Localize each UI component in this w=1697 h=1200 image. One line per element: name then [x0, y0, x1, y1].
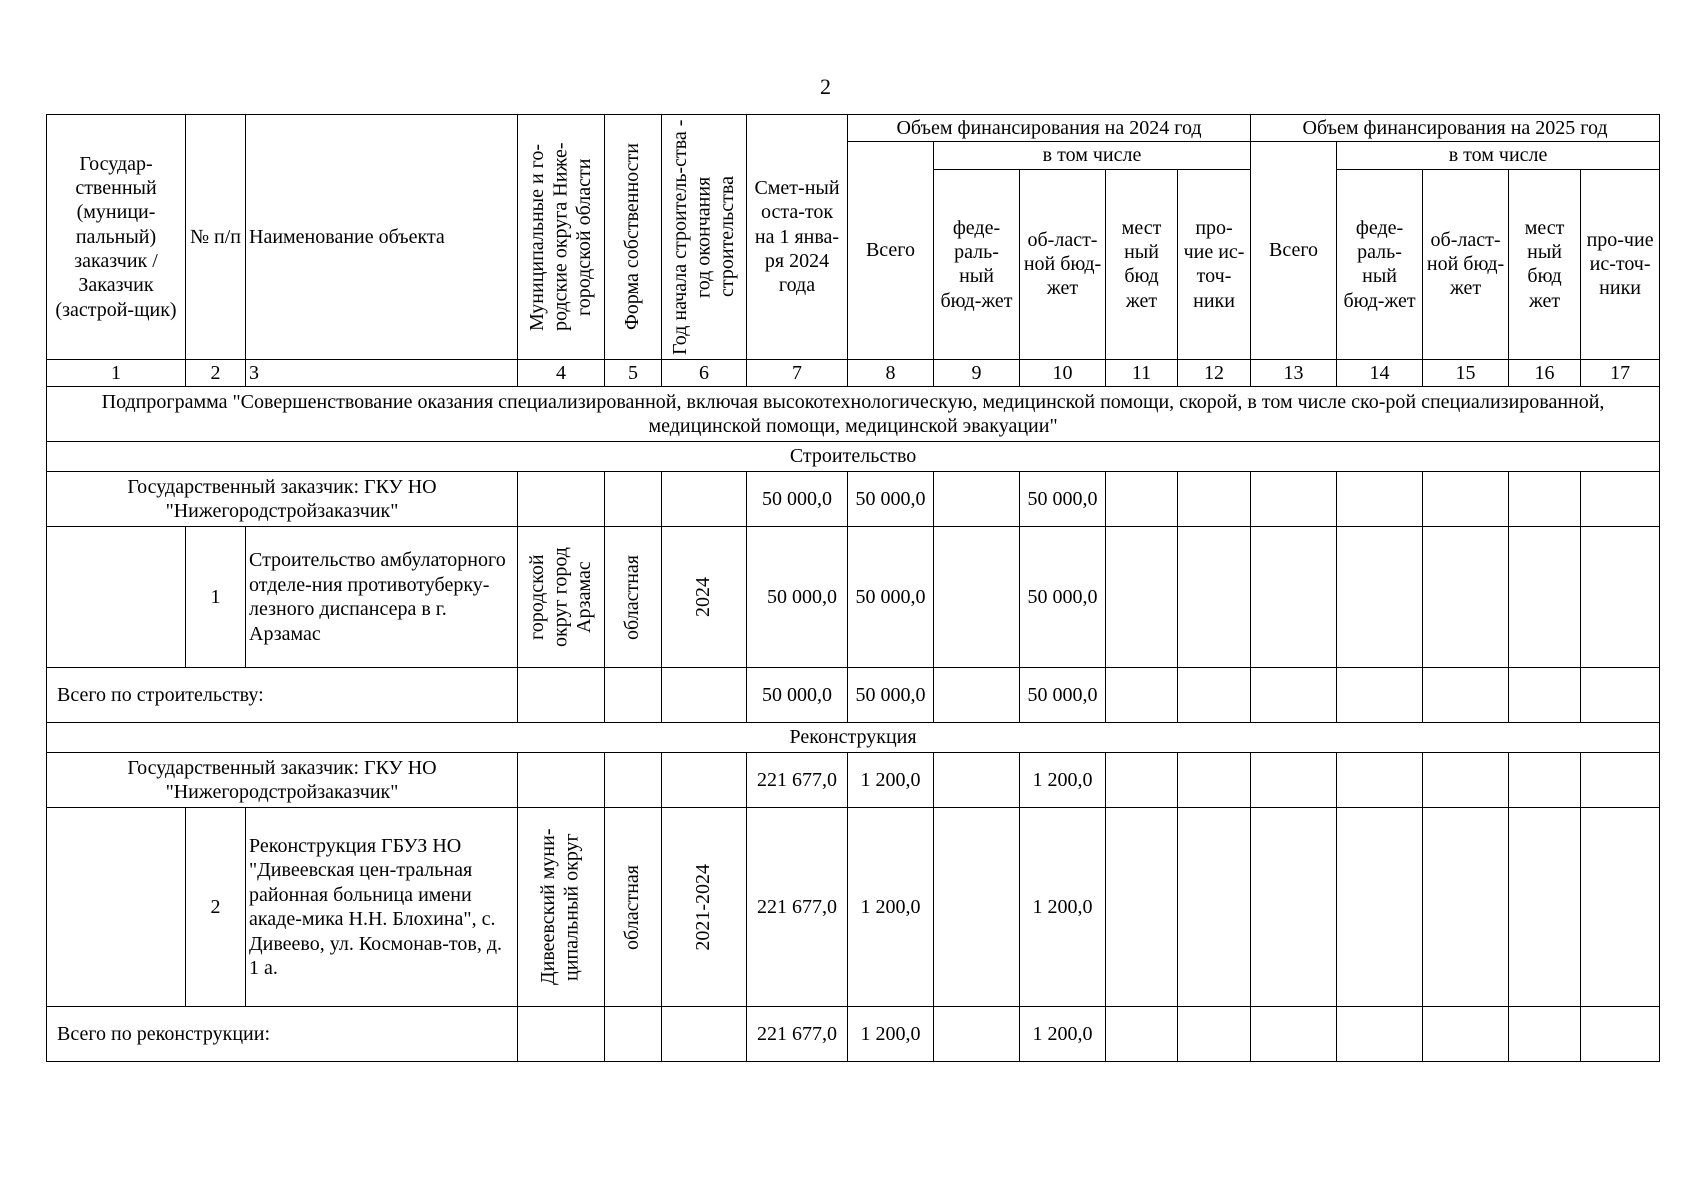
- header-2024-incl: в том числе: [934, 142, 1251, 169]
- empty-cell: [1251, 808, 1337, 1007]
- empty-cell: [518, 668, 605, 723]
- sum-regional-2024: 50 000,0: [1020, 668, 1106, 723]
- empty-cell: [605, 472, 662, 527]
- object-years-text: 2024: [692, 577, 715, 618]
- col-num: 3: [246, 359, 518, 386]
- object-num: 1: [186, 527, 246, 668]
- empty-cell: [518, 753, 605, 808]
- object-ownership: [605, 527, 662, 668]
- subprogram-row: [47, 387, 1660, 442]
- empty-cell: [1178, 668, 1251, 723]
- col-num: 7: [747, 359, 848, 386]
- empty-cell: [662, 472, 747, 527]
- header-row: [47, 115, 1660, 142]
- empty-cell: [1251, 472, 1337, 527]
- header-2025-other: про-чие ис-точ-ники: [1581, 169, 1660, 359]
- empty-cell: [662, 753, 747, 808]
- sum-total-2024: 50 000,0: [848, 668, 934, 723]
- customer-estimate: 221 677,0: [747, 753, 848, 808]
- object-years: [662, 527, 747, 668]
- customer-row: [47, 472, 1660, 527]
- section-row: [47, 723, 1660, 753]
- object-regional-2024: 1 200,0: [1020, 808, 1106, 1007]
- empty-cell: [1106, 808, 1178, 1007]
- header-customer: Государ-ственный (муници-пальный) заказчик / Заказчик (застрой-щик): [47, 115, 186, 360]
- customer-total-2024: 1 200,0: [848, 753, 934, 808]
- col-num: 1: [47, 359, 186, 386]
- header-ownership: [605, 115, 662, 360]
- header-ownership-text: Форма собственности: [621, 143, 644, 331]
- sum-estimate: 50 000,0: [747, 668, 848, 723]
- empty-cell: [1581, 808, 1660, 1007]
- empty-cell: [662, 668, 747, 723]
- empty-cell: [1509, 527, 1581, 668]
- object-municipal: [518, 527, 605, 668]
- empty-cell: [1509, 753, 1581, 808]
- customer-row: [47, 753, 1660, 808]
- empty-cell: [934, 527, 1020, 668]
- empty-cell: [1509, 808, 1581, 1007]
- empty-cell: [605, 1007, 662, 1062]
- object-regional-2024: 50 000,0: [1020, 527, 1106, 668]
- empty-cell: [1581, 668, 1660, 723]
- col-num: 2: [186, 359, 246, 386]
- header-years-text: Год начала строитель-ства - год окончания строительства: [668, 119, 738, 355]
- col-num: 6: [662, 359, 747, 386]
- empty-cell: [518, 1007, 605, 1062]
- header-2024-federal: феде-раль-ный бюд-жет: [934, 169, 1020, 359]
- header-2025-federal: феде-раль-ный бюд-жет: [1337, 169, 1423, 359]
- empty-cell: [1178, 527, 1251, 668]
- object-total-2024: 1 200,0: [848, 808, 934, 1007]
- empty-cell: [934, 808, 1020, 1007]
- header-2024-regional: об-ласт-ной бюд-жет: [1020, 169, 1106, 359]
- object-num: 2: [186, 808, 246, 1007]
- empty-cell: [1337, 753, 1423, 808]
- empty-cell: [1337, 808, 1423, 1007]
- empty-cell: [1251, 668, 1337, 723]
- header-2024-local: мест ный бюд жет: [1106, 169, 1178, 359]
- header-2024-total: Всего: [848, 142, 934, 359]
- object-municipal-text: городской округ город Арзамас: [525, 547, 595, 648]
- sum-row: [47, 668, 1660, 723]
- section-row: [47, 442, 1660, 472]
- col-num: 5: [605, 359, 662, 386]
- empty-cell: [605, 753, 662, 808]
- empty-cell: [1581, 472, 1660, 527]
- col-num: 14: [1337, 359, 1423, 386]
- empty-cell: [605, 668, 662, 723]
- header-municipal-text: Муниципальные и го-родские округа Ниже-городской области: [525, 142, 595, 332]
- object-name: Строительство амбулаторного отделе-ния противотуберку-лезного диспансера в г. Арзамас: [246, 527, 518, 668]
- empty-cell: [1509, 1007, 1581, 1062]
- empty-cell: [1106, 753, 1178, 808]
- header-fin-2024: Объем финансирования на 2024 год: [848, 115, 1251, 142]
- header-num: № п/п: [186, 115, 246, 360]
- sum-label: Всего по строительству:: [47, 668, 518, 723]
- empty-cell: [1178, 753, 1251, 808]
- object-years: [662, 808, 747, 1007]
- empty-cell: [1581, 1007, 1660, 1062]
- header-2025-total: Всего: [1251, 142, 1337, 359]
- object-years-text: 2021-2024: [692, 863, 715, 951]
- empty-cell: [1423, 668, 1509, 723]
- header-fin-2025: Объем финансирования на 2025 год: [1251, 115, 1660, 142]
- object-total-2024: 50 000,0: [848, 527, 934, 668]
- page-number: 2: [820, 74, 831, 99]
- sum-regional-2024: 1 200,0: [1020, 1007, 1106, 1062]
- col-num: 15: [1423, 359, 1509, 386]
- header-2024-other: про-чие ис-точ-ники: [1178, 169, 1251, 359]
- empty-cell: [47, 808, 186, 1007]
- header-2025-local: мест ный бюд жет: [1509, 169, 1581, 359]
- column-numbers-row: [47, 359, 1660, 386]
- empty-cell: [1106, 527, 1178, 668]
- col-num: 13: [1251, 359, 1337, 386]
- object-row: [47, 808, 1660, 1007]
- empty-cell: [1509, 472, 1581, 527]
- object-ownership: [605, 808, 662, 1007]
- empty-cell: [518, 472, 605, 527]
- col-num: 4: [518, 359, 605, 386]
- header-2025-incl: в том числе: [1337, 142, 1660, 169]
- empty-cell: [1423, 1007, 1509, 1062]
- header-municipal: [518, 115, 605, 360]
- col-num: 17: [1581, 359, 1660, 386]
- empty-cell: [934, 753, 1020, 808]
- header-years: [662, 115, 747, 360]
- object-estimate: 221 677,0: [747, 808, 848, 1007]
- col-num: 11: [1106, 359, 1178, 386]
- empty-cell: [1509, 668, 1581, 723]
- object-municipal-text: Дивеевский муни-ципальный округ: [537, 828, 583, 986]
- empty-cell: [934, 1007, 1020, 1062]
- empty-cell: [1178, 472, 1251, 527]
- empty-cell: [1251, 1007, 1337, 1062]
- sum-row: [47, 1007, 1660, 1062]
- object-name: Реконструкция ГБУЗ НО "Дивеевская цен-тральная районная больница имени акаде-мика Н.Н. Блохина", с. Дивеево, ул. Космонав-тов, д. 1 а.: [246, 808, 518, 1007]
- empty-cell: [1106, 472, 1178, 527]
- col-num: 12: [1178, 359, 1251, 386]
- col-num: 10: [1020, 359, 1106, 386]
- customer-regional-2024: 1 200,0: [1020, 753, 1106, 808]
- empty-cell: [1423, 472, 1509, 527]
- sum-total-2024: 1 200,0: [848, 1007, 934, 1062]
- empty-cell: [1251, 753, 1337, 808]
- empty-cell: [1423, 753, 1509, 808]
- customer-regional-2024: 50 000,0: [1020, 472, 1106, 527]
- sum-estimate: 221 677,0: [747, 1007, 848, 1062]
- customer-total-2024: 50 000,0: [848, 472, 934, 527]
- customer-estimate: 50 000,0: [747, 472, 848, 527]
- empty-cell: [934, 668, 1020, 723]
- section-title-reconstruction: Реконструкция: [47, 723, 1660, 753]
- empty-cell: [47, 527, 186, 668]
- header-estimate: Смет-ный оста-ток на 1 янва-ря 2024 года: [747, 115, 848, 360]
- header-name: Наименование объекта: [246, 115, 518, 360]
- empty-cell: [1423, 527, 1509, 668]
- empty-cell: [1581, 527, 1660, 668]
- section-title-construction: Строительство: [47, 442, 1660, 472]
- object-ownership-text: областная: [621, 864, 644, 950]
- header-2025-regional: об-ласт-ной бюд-жет: [1423, 169, 1509, 359]
- col-num: 16: [1509, 359, 1581, 386]
- empty-cell: [1251, 527, 1337, 668]
- empty-cell: [662, 1007, 747, 1062]
- empty-cell: [1337, 1007, 1423, 1062]
- empty-cell: [1337, 668, 1423, 723]
- empty-cell: [1337, 472, 1423, 527]
- object-municipal: [518, 808, 605, 1007]
- customer-name: Государственный заказчик: ГКУ НО "Нижегородстройзаказчик": [47, 753, 518, 808]
- empty-cell: [1423, 808, 1509, 1007]
- col-num: 8: [848, 359, 934, 386]
- empty-cell: [1106, 668, 1178, 723]
- object-estimate: 50 000,0: [747, 527, 848, 668]
- sum-label: Всего по реконструкции:: [47, 1007, 518, 1062]
- empty-cell: [1178, 1007, 1251, 1062]
- object-row: [47, 527, 1660, 668]
- empty-cell: [1337, 527, 1423, 668]
- empty-cell: [1106, 1007, 1178, 1062]
- subprogram-title: Подпрограмма "Совершенствование оказания специализированной, включая высокотехнологическую, медицинской помощи, скорой, в том числе ско-рой специализированной, медицинской помощи, медицинской эвакуации": [47, 387, 1660, 442]
- empty-cell: [1178, 808, 1251, 1007]
- financing-table: [46, 114, 1660, 1062]
- object-ownership-text: областная: [621, 554, 644, 640]
- customer-name: Государственный заказчик: ГКУ НО "Нижегородстройзаказчик": [47, 472, 518, 527]
- col-num: 9: [934, 359, 1020, 386]
- empty-cell: [1581, 753, 1660, 808]
- empty-cell: [934, 472, 1020, 527]
